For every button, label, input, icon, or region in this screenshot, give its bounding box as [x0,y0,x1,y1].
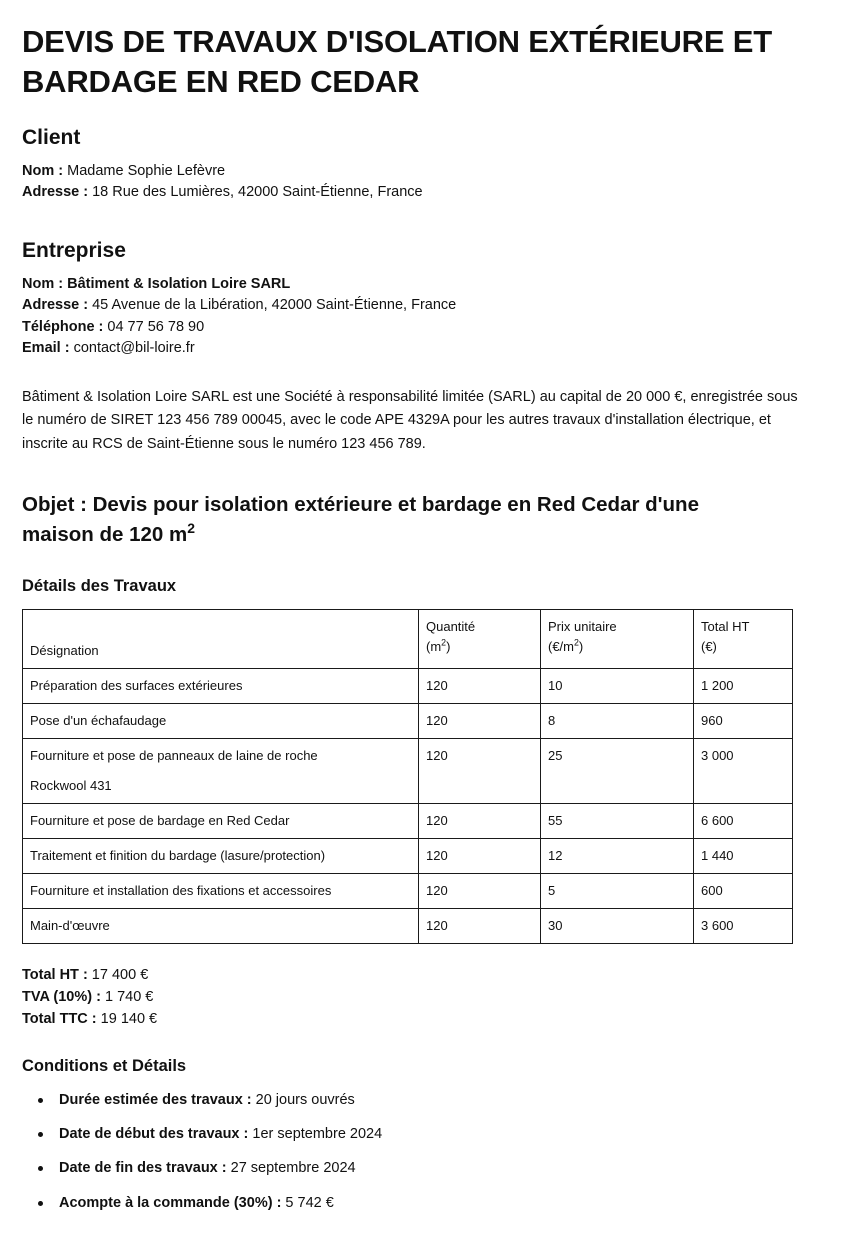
entreprise-telephone-value: 04 77 56 78 90 [103,318,205,335]
table-row [23,739,793,803]
cell-designation-line1: Main-d'œuvre [30,918,110,934]
column-header-prix-unitaire [541,610,694,669]
cell-designation [23,803,419,838]
column-header-quantite-l2: $(m^2)$ [426,637,451,655]
total-ht-value: 17 400 € [87,967,149,984]
tva-value: 1 740 € [100,989,154,1006]
condition-label: Date de début des travaux : [59,1126,249,1143]
table-header-row [23,610,793,669]
client-nom-value: Madame Sophie Lefèvre [63,162,226,179]
column-header-designation: Désignation [23,610,419,669]
cell-designation [23,873,419,908]
entreprise-email-value: contact@bil-loire.fr [69,340,195,357]
entreprise-legal-paragraph: Bâtiment & Isolation Loire SARL est une Société à responsabilité limitée (SARL) au capital de 20 000 €, enregistrée sous le numéro de SIRET 123 456 789 00045, avec le code APE 4329A pour les autres travaux d'installation électrique, et inscrite au RCS de Saint-Étienne sous le numéro 123 456 789. [22,388,798,452]
cell-designation-line1: Pose d'un échafaudage [30,713,167,729]
client-adresse-label: Adresse : [22,184,89,201]
cell-designation-line1: Préparation des surfaces extérieures [30,678,243,694]
client-adresse-value: 18 Rue des Lumières, 42000 Saint-Étienne, France [88,184,423,201]
condition-item [22,1090,824,1110]
table-row [23,704,793,739]
cell-designation-line1: Fourniture et pose de bardage en Red Cedar [30,812,290,828]
total-ttc-line [22,1008,824,1030]
table-row [23,873,793,908]
travaux-subheading: Détails des Travaux [22,576,177,595]
conditions-list [22,1090,824,1213]
tva-label: TVA (10%) : [22,989,101,1006]
table-row [23,909,793,944]
cell-designation-line1: Traitement et finition du bardage (lasure/protection) [30,847,326,863]
objet-heading-line1: Objet : Devis pour isolation extérieure et bardage en Red Cedar d'une [22,493,699,517]
total-ht-label: Total HT : [22,967,88,984]
travaux-table [22,609,793,944]
entreprise-telephone-label: Téléphone : [22,318,104,335]
entreprise-adresse-label: Adresse : [22,297,89,314]
table-row [23,669,793,704]
objet-superscript: 2 [187,520,195,537]
column-header-quantite [419,610,541,669]
document-title: DEVIS DE TRAVAUX D'ISOLATION EXTÉRIEURE ET BARDAGE EN RED CEDAR [22,24,772,100]
column-header-quantite-l1: Quantité [426,619,476,635]
column-header-total-ht [694,610,793,669]
total-ht-line [22,964,824,986]
tva-line [22,986,824,1008]
column-header-total-l1: Total HT [701,619,750,635]
cell-total-ht: 600 [694,873,793,908]
condition-label: Date de fin des travaux : [59,1160,227,1177]
entreprise-email-label: Email : [22,340,70,357]
travaux-table-head [23,610,793,669]
cell-prix-unitaire: 8 [541,704,694,739]
condition-item [22,1193,824,1213]
condition-item [22,1124,824,1144]
cell-total-ht: 1 200 [694,669,793,704]
cell-quantite: 120 [419,803,541,838]
objet-heading [22,490,812,549]
cell-prix-unitaire: 25 [541,739,694,803]
cell-quantite: 120 [419,838,541,873]
cell-total-ht: 1 440 [694,838,793,873]
entreprise-email-line [22,338,824,359]
cell-designation [23,838,419,873]
cell-designation [23,909,419,944]
cell-quantite: 120 [419,704,541,739]
conditions-heading: Conditions et Détails [22,1057,187,1076]
cell-quantite: 120 [419,739,541,803]
cell-quantite: 120 [419,873,541,908]
condition-label: Acompte à la commande (30%) : [59,1194,282,1211]
client-adresse-line [22,182,824,203]
cell-quantite: 120 [419,909,541,944]
section-heading-client: Client [22,125,81,149]
table-row [23,803,793,838]
condition-value: 27 septembre 2024 [226,1160,356,1177]
cell-prix-unitaire: 55 [541,803,694,838]
travaux-table-body [23,669,793,944]
cell-designation [23,704,419,739]
cell-prix-unitaire: 5 [541,873,694,908]
column-header-prix-l1: Prix unitaire [548,619,617,635]
condition-value: 20 jours ouvrés [251,1091,355,1108]
objet-heading-line2: maison de 120 $m^2$ [22,520,195,546]
cell-designation-line2: Rockwool 431 [30,777,112,793]
entreprise-telephone-line [22,317,824,338]
entreprise-nom-line: Nom : Bâtiment & Isolation Loire SARL [22,276,291,292]
entreprise-adresse-value: 45 Avenue de la Libération, 42000 Saint-Étienne, France [88,297,457,314]
cell-total-ht: 6 600 [694,803,793,838]
total-ttc-value: 19 140 € [96,1011,158,1028]
column-header-total-l2: (€) [701,639,717,655]
cell-designation [23,669,419,704]
entreprise-info-block [22,274,824,360]
cell-prix-unitaire: 10 [541,669,694,704]
totals-block [22,964,824,1030]
condition-value: 1er septembre 2024 [248,1126,383,1143]
cell-total-ht: 3 000 [694,739,793,803]
total-ttc-label: Total TTC : [22,1011,97,1028]
section-heading-entreprise: Entreprise [22,238,126,262]
column-header-prix-l2: $(€/m^2)$ [548,637,584,655]
cell-prix-unitaire: 30 [541,909,694,944]
client-info-block [22,161,824,204]
condition-item [22,1158,824,1178]
entreprise-adresse-line [22,295,824,316]
client-nom-line [22,161,824,182]
cell-designation-line1: Fourniture et installation des fixations et accessoires [30,882,332,898]
cell-designation [23,739,419,803]
cell-total-ht: 960 [694,704,793,739]
cell-total-ht: 3 600 [694,909,793,944]
condition-value: 5 742 € [281,1194,334,1211]
condition-label: Durée estimée des travaux : [59,1091,252,1108]
client-nom-label: Nom : [22,162,64,179]
cell-quantite: 120 [419,669,541,704]
cell-designation-line1: Fourniture et pose de panneaux de laine de roche [30,748,318,764]
cell-prix-unitaire: 12 [541,838,694,873]
table-row [23,838,793,873]
